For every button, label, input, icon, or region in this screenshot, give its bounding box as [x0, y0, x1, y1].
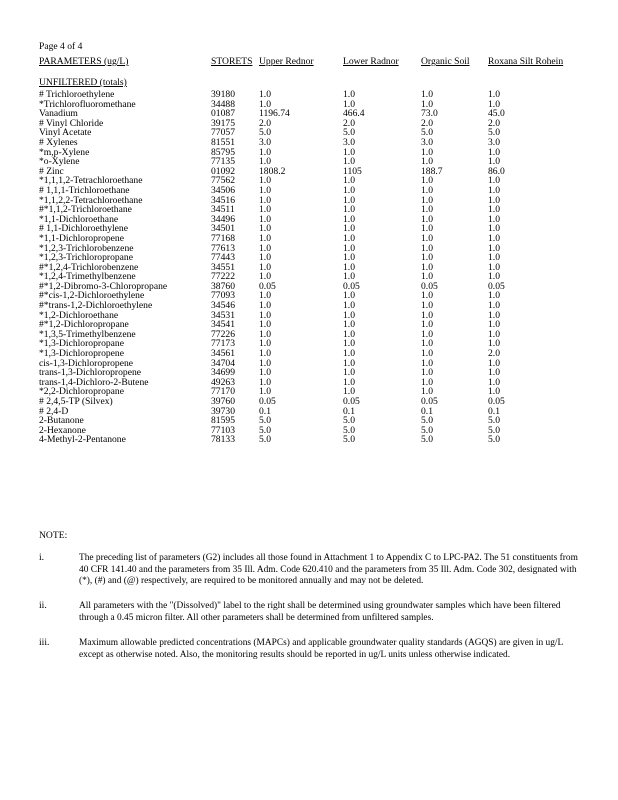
lower-radnor-value: 3.0 [343, 136, 355, 148]
storet-code: 77135 [211, 156, 235, 168]
lower-radnor-value: 1.0 [343, 146, 355, 158]
roxana-silt-value: 1.0 [488, 223, 500, 235]
storet-code: 49263 [211, 376, 235, 388]
upper-radnor-value: 5.0 [259, 415, 271, 427]
parameter-name: *o-Xylene [39, 156, 80, 168]
parameter-name: *1,2-Dichloroethane [39, 309, 119, 321]
lower-radnor-value: 5.0 [343, 415, 355, 427]
page-label: Page 4 of 4 [39, 41, 83, 52]
upper-radnor-value: 1196.74 [259, 108, 290, 120]
storet-code: 39175 [211, 117, 235, 129]
lower-radnor-value: 1.0 [343, 271, 355, 283]
table-row [39, 397, 548, 407]
upper-radnor-value: 1.0 [259, 367, 271, 379]
lower-radnor-value: 1.0 [343, 204, 355, 216]
storet-code: 34699 [211, 367, 235, 379]
roxana-silt-value: 1.0 [488, 184, 500, 196]
lower-radnor-value: 1.0 [343, 175, 355, 187]
organic-soil-value: 2.0 [421, 117, 433, 129]
organic-soil-value: 5.0 [421, 415, 433, 427]
lower-radnor-value: 0.1 [343, 405, 355, 417]
parameter-name: # Xylenes [39, 136, 78, 148]
parameter-name: #*trans-1,2-Dichloroethylene [39, 300, 153, 312]
storet-code: 34541 [211, 319, 235, 331]
header-organic-soil: Organic Soil [421, 56, 470, 67]
organic-soil-value: 3.0 [421, 136, 433, 148]
storet-code: 01087 [211, 108, 235, 120]
parameter-name: trans-1,4-Dichloro-2-Butene [39, 376, 149, 388]
organic-soil-value: 1.0 [421, 213, 433, 225]
header-lower-radnor: Lower Radnor [343, 56, 399, 67]
lower-radnor-value: 1.0 [343, 300, 355, 312]
lower-radnor-value: 1.0 [343, 213, 355, 225]
organic-soil-value: 1.0 [421, 89, 433, 100]
lower-radnor-value: 1.0 [343, 194, 355, 206]
upper-radnor-value: 1.0 [259, 156, 271, 168]
organic-soil-value: 1.0 [421, 194, 433, 206]
lower-radnor-value: 466.4 [343, 108, 365, 120]
storet-code: 39180 [211, 89, 235, 100]
roxana-silt-value: 5.0 [488, 127, 500, 139]
organic-soil-value: 5.0 [421, 127, 433, 139]
storet-code: 34546 [211, 300, 235, 312]
roxana-silt-value: 1.0 [488, 328, 500, 340]
upper-radnor-value: 5.0 [259, 434, 271, 446]
roxana-silt-value: 2.0 [488, 348, 500, 360]
roxana-silt-value: 0.05 [488, 280, 505, 292]
organic-soil-value: 1.0 [421, 223, 433, 235]
organic-soil-value: 1.0 [421, 175, 433, 187]
roxana-silt-value: 1.0 [488, 271, 500, 283]
note-text: The preceding list of parameters (G2) includes all those found in Attachment 1 to Appendix C to LPC-PA2. The 51 constituents from 40 CFR 141.40 and the parameters from 35 Ill. Adm. Code 620.410 and the parameters from 35 Ill. Adm. Code 302, designated with (*), (#) and (@) respectively, are required to be monitored annually and may not be deleted. [79, 553, 578, 586]
storet-code: 77103 [211, 424, 235, 436]
organic-soil-value: 1.0 [421, 309, 433, 321]
header-roxana-silt: Roxana Silt Rohein [488, 56, 564, 67]
storet-code: 85795 [211, 146, 235, 158]
lower-radnor-value: 1.0 [343, 386, 355, 398]
organic-soil-value: 188.7 [421, 165, 443, 177]
upper-radnor-value: 1.0 [259, 213, 271, 225]
storet-code: 77443 [211, 252, 235, 264]
roxana-silt-value: 1.0 [488, 232, 500, 244]
upper-radnor-value: 5.0 [259, 127, 271, 139]
lower-radnor-value: 0.05 [343, 280, 360, 292]
roxana-silt-value: 1.0 [488, 156, 500, 168]
roxana-silt-value: 1.0 [488, 290, 500, 302]
parameter-name: *1,2,3-Trichlorobenzene [39, 242, 134, 254]
upper-radnor-value: 1.0 [259, 357, 271, 369]
storet-code: 81551 [211, 136, 235, 148]
parameter-name: # 2,4-D [39, 405, 69, 417]
storet-code: 34511 [211, 204, 235, 216]
storet-code: 01092 [211, 165, 235, 177]
upper-radnor-value: 1.0 [259, 319, 271, 331]
lower-radnor-value: 1.0 [343, 367, 355, 379]
lower-radnor-value: 1.0 [343, 348, 355, 360]
parameter-name: *1,2,3-Trichloropropane [39, 252, 133, 264]
parameter-name: Vanadium [39, 108, 78, 120]
parameter-name: #*1,1,2-Trichloroethane [39, 204, 132, 216]
parameter-name: *2,2-Dichloropropane [39, 386, 124, 398]
roxana-silt-value: 0.05 [488, 396, 505, 407]
upper-radnor-value: 1.0 [259, 386, 271, 398]
lower-radnor-value: 1.0 [343, 338, 355, 350]
upper-radnor-value: 1.0 [259, 261, 271, 273]
organic-soil-value: 1.0 [421, 348, 433, 360]
lower-radnor-value: 1.0 [343, 376, 355, 388]
note-text: Maximum allowable predicted concentrations (MAPCs) and applicable groundwater quality standards (AGQS) are given in ug/L except as otherwise noted. Also, the monitoring results should be reported in ug/L units unless otherwise indicated. [79, 638, 563, 660]
lower-radnor-value: 1.0 [343, 309, 355, 321]
lower-radnor-value: 1.0 [343, 98, 355, 110]
parameter-name: trans-1,3-Dichloropropene [39, 367, 142, 379]
lower-radnor-value: 1.0 [343, 328, 355, 340]
lower-radnor-value: 5.0 [343, 127, 355, 139]
header-storets: STORETS [211, 56, 253, 67]
upper-radnor-value: 0.05 [259, 396, 276, 407]
storet-code: 77562 [211, 175, 235, 187]
parameter-name: *1,1,2,2-Tetrachloroethane [39, 194, 143, 206]
table-row [39, 416, 548, 426]
organic-soil-value: 1.0 [421, 252, 433, 264]
roxana-silt-value: 1.0 [488, 261, 500, 273]
storet-code: 77226 [211, 328, 235, 340]
table-row [39, 100, 548, 110]
lower-radnor-value: 1.0 [343, 89, 355, 100]
lower-radnor-value: 1.0 [343, 223, 355, 235]
storet-code: 78133 [211, 434, 235, 446]
table-row [39, 128, 548, 138]
organic-soil-value: 1.0 [421, 271, 433, 283]
upper-radnor-value: 1.0 [259, 252, 271, 264]
table-row [39, 387, 548, 397]
roxana-silt-value: 1.0 [488, 175, 500, 187]
roxana-silt-value: 3.0 [488, 136, 500, 148]
parameter-name: #*cis-1,2-Dichloroethylene [39, 290, 145, 302]
upper-radnor-value: 1.0 [259, 338, 271, 350]
upper-radnor-value: 1.0 [259, 300, 271, 312]
storet-code: 77170 [211, 386, 235, 398]
parameter-name: *1,2,4-Trimethylbenzene [39, 271, 136, 283]
upper-radnor-value: 5.0 [259, 424, 271, 436]
parameter-name: cis-1,3-Dichloropropene [39, 357, 134, 369]
storet-code: 81595 [211, 415, 235, 427]
lower-radnor-value: 1.0 [343, 290, 355, 302]
upper-radnor-value: 0.1 [259, 405, 271, 417]
lower-radnor-value: 1.0 [343, 232, 355, 244]
lower-radnor-value: 1.0 [343, 357, 355, 369]
storet-code: 77168 [211, 232, 235, 244]
roxana-silt-value: 1.0 [488, 89, 500, 100]
organic-soil-value: 0.1 [421, 405, 433, 417]
organic-soil-value: 1.0 [421, 338, 433, 350]
storet-code: 34531 [211, 309, 235, 321]
roxana-silt-value: 1.0 [488, 146, 500, 158]
organic-soil-value: 5.0 [421, 424, 433, 436]
roxana-silt-value: 1.0 [488, 300, 500, 312]
note-number: iii. [39, 637, 50, 648]
lower-radnor-value: 1.0 [343, 261, 355, 273]
upper-radnor-value: 1.0 [259, 194, 271, 206]
organic-soil-value: 1.0 [421, 376, 433, 388]
upper-radnor-value: 1.0 [259, 328, 271, 340]
parameter-name: *1,3-Dichloropropane [39, 338, 124, 350]
lower-radnor-value: 1.0 [343, 242, 355, 254]
upper-radnor-value: 1.0 [259, 98, 271, 110]
parameter-name: *1,1,1,2-Tetrachloroethane [39, 175, 143, 187]
parameter-name: *1,1-Dichloropropene [39, 232, 124, 244]
section-label-unfiltered: UNFILTERED (totals) [39, 77, 127, 88]
storet-code: 34516 [211, 194, 235, 206]
roxana-silt-value: 1.0 [488, 98, 500, 110]
lower-radnor-value: 0.05 [343, 396, 360, 407]
organic-soil-value: 1.0 [421, 98, 433, 110]
table-row [39, 407, 548, 417]
header-upper-radnor: Upper Rednor [259, 56, 314, 67]
roxana-silt-value: 1.0 [488, 357, 500, 369]
storet-code: 39760 [211, 396, 235, 407]
upper-radnor-value: 1808.2 [259, 165, 286, 177]
roxana-silt-value: 1.0 [488, 213, 500, 225]
notes-title: NOTE: [39, 530, 68, 541]
roxana-silt-value: 1.0 [488, 309, 500, 321]
storet-code: 77057 [211, 127, 235, 139]
organic-soil-value: 1.0 [421, 204, 433, 216]
roxana-silt-value: 1.0 [488, 367, 500, 379]
roxana-silt-value: 1.0 [488, 242, 500, 254]
lower-radnor-value: 5.0 [343, 434, 355, 446]
organic-soil-value: 0.05 [421, 280, 438, 292]
parameter-name: 4-Methyl-2-Pentanone [39, 434, 126, 446]
upper-radnor-value: 1.0 [259, 232, 271, 244]
header-parameters: PARAMETERS (ug/L) [39, 56, 129, 67]
parameter-name: # 1,1-Dichloroethylene [39, 223, 128, 235]
organic-soil-value: 1.0 [421, 261, 433, 273]
storet-code: 77173 [211, 338, 235, 350]
parameter-name: # 2,4,5-TP (Silvex) [39, 396, 113, 407]
upper-radnor-value: 1.0 [259, 271, 271, 283]
roxana-silt-value: 1.0 [488, 386, 500, 398]
organic-soil-value: 1.0 [421, 232, 433, 244]
lower-radnor-value: 1105 [343, 165, 362, 177]
storet-code: 34506 [211, 184, 235, 196]
storet-code: 39730 [211, 405, 235, 417]
organic-soil-value: 1.0 [421, 146, 433, 158]
storet-code: 77093 [211, 290, 235, 302]
parameters-table [39, 90, 548, 445]
lower-radnor-value: 1.0 [343, 319, 355, 331]
table-row [39, 109, 548, 119]
parameter-name: 2-Hexanone [39, 424, 86, 436]
upper-radnor-value: 1.0 [259, 376, 271, 388]
storet-code: 34561 [211, 348, 235, 360]
roxana-silt-value: 86.0 [488, 165, 505, 177]
organic-soil-value: 1.0 [421, 242, 433, 254]
lower-radnor-value: 1.0 [343, 156, 355, 168]
upper-radnor-value: 1.0 [259, 290, 271, 302]
organic-soil-value: 5.0 [421, 434, 433, 446]
lower-radnor-value: 1.0 [343, 252, 355, 264]
lower-radnor-value: 1.0 [343, 184, 355, 196]
lower-radnor-value: 5.0 [343, 424, 355, 436]
upper-radnor-value: 1.0 [259, 348, 271, 360]
organic-soil-value: 73.0 [421, 108, 438, 120]
parameter-name: # Trichloroethylene [39, 89, 115, 100]
parameter-name: *m,p-Xylene [39, 146, 90, 158]
roxana-silt-value: 1.0 [488, 194, 500, 206]
roxana-silt-value: 5.0 [488, 415, 500, 427]
parameter-name: Vinyl Acetate [39, 127, 92, 139]
storet-code: 34551 [211, 261, 235, 273]
storet-code: 34501 [211, 223, 235, 235]
parameter-name: #*1,2,4-Trichlorobenzene [39, 261, 139, 273]
parameter-name: *1,1-Dichloroethane [39, 213, 119, 225]
upper-radnor-value: 1.0 [259, 309, 271, 321]
note-text: All parameters with the "(Dissolved)" label to the right shall be determined using groundwater samples which have been filtered through a 0.45 micron filter. All other parameters shall be determined from unfiltered samples. [79, 601, 561, 623]
upper-radnor-value: 1.0 [259, 223, 271, 235]
table-row [39, 157, 548, 167]
parameter-name: # 1,1,1-Trichloroethane [39, 184, 130, 196]
roxana-silt-value: 0.1 [488, 405, 500, 417]
storet-code: 34704 [211, 357, 235, 369]
roxana-silt-value: 1.0 [488, 338, 500, 350]
parameter-name: #*1,2-Dichloropropane [39, 319, 129, 331]
note-number: i. [39, 552, 45, 563]
organic-soil-value: 1.0 [421, 367, 433, 379]
table-row [39, 119, 548, 129]
roxana-silt-value: 2.0 [488, 117, 500, 129]
upper-radnor-value: 1.0 [259, 89, 271, 100]
parameter-name: *1,3,5-Trimethylbenzene [39, 328, 136, 340]
roxana-silt-value: 1.0 [488, 252, 500, 264]
organic-soil-value: 1.0 [421, 386, 433, 398]
parameter-name: # Zinc [39, 165, 64, 177]
upper-radnor-value: 1.0 [259, 175, 271, 187]
organic-soil-value: 1.0 [421, 290, 433, 302]
upper-radnor-value: 1.0 [259, 184, 271, 196]
organic-soil-value: 1.0 [421, 300, 433, 312]
roxana-silt-value: 5.0 [488, 434, 500, 446]
upper-radnor-value: 1.0 [259, 204, 271, 216]
storet-code: 34488 [211, 98, 235, 110]
upper-radnor-value: 3.0 [259, 136, 271, 148]
storet-code: 77222 [211, 271, 235, 283]
table-row [39, 138, 548, 148]
upper-radnor-value: 1.0 [259, 242, 271, 254]
parameter-name: *Trichlorofluoromethane [39, 98, 136, 110]
note-number: ii. [39, 600, 47, 611]
storet-code: 34496 [211, 213, 235, 225]
storet-code: 77613 [211, 242, 235, 254]
parameter-name: *1,3-Dichloropropene [39, 348, 124, 360]
parameter-name: 2-Butanone [39, 415, 84, 427]
organic-soil-value: 1.0 [421, 357, 433, 369]
roxana-silt-value: 5.0 [488, 424, 500, 436]
organic-soil-value: 1.0 [421, 328, 433, 340]
organic-soil-value: 1.0 [421, 319, 433, 331]
storet-code: 38760 [211, 280, 235, 292]
table-row [39, 435, 548, 445]
roxana-silt-value: 1.0 [488, 376, 500, 388]
parameter-name: #*1,2-Dibromo-3-Chloropropane [39, 280, 168, 292]
organic-soil-value: 0.05 [421, 396, 438, 407]
roxana-silt-value: 1.0 [488, 204, 500, 216]
organic-soil-value: 1.0 [421, 184, 433, 196]
upper-radnor-value: 2.0 [259, 117, 271, 129]
upper-radnor-value: 1.0 [259, 146, 271, 158]
roxana-silt-value: 45.0 [488, 108, 505, 120]
table-row [39, 148, 548, 158]
lower-radnor-value: 2.0 [343, 117, 355, 129]
upper-radnor-value: 0.05 [259, 280, 276, 292]
parameter-name: # Vinyl Chloride [39, 117, 104, 129]
organic-soil-value: 1.0 [421, 156, 433, 168]
roxana-silt-value: 1.0 [488, 319, 500, 331]
